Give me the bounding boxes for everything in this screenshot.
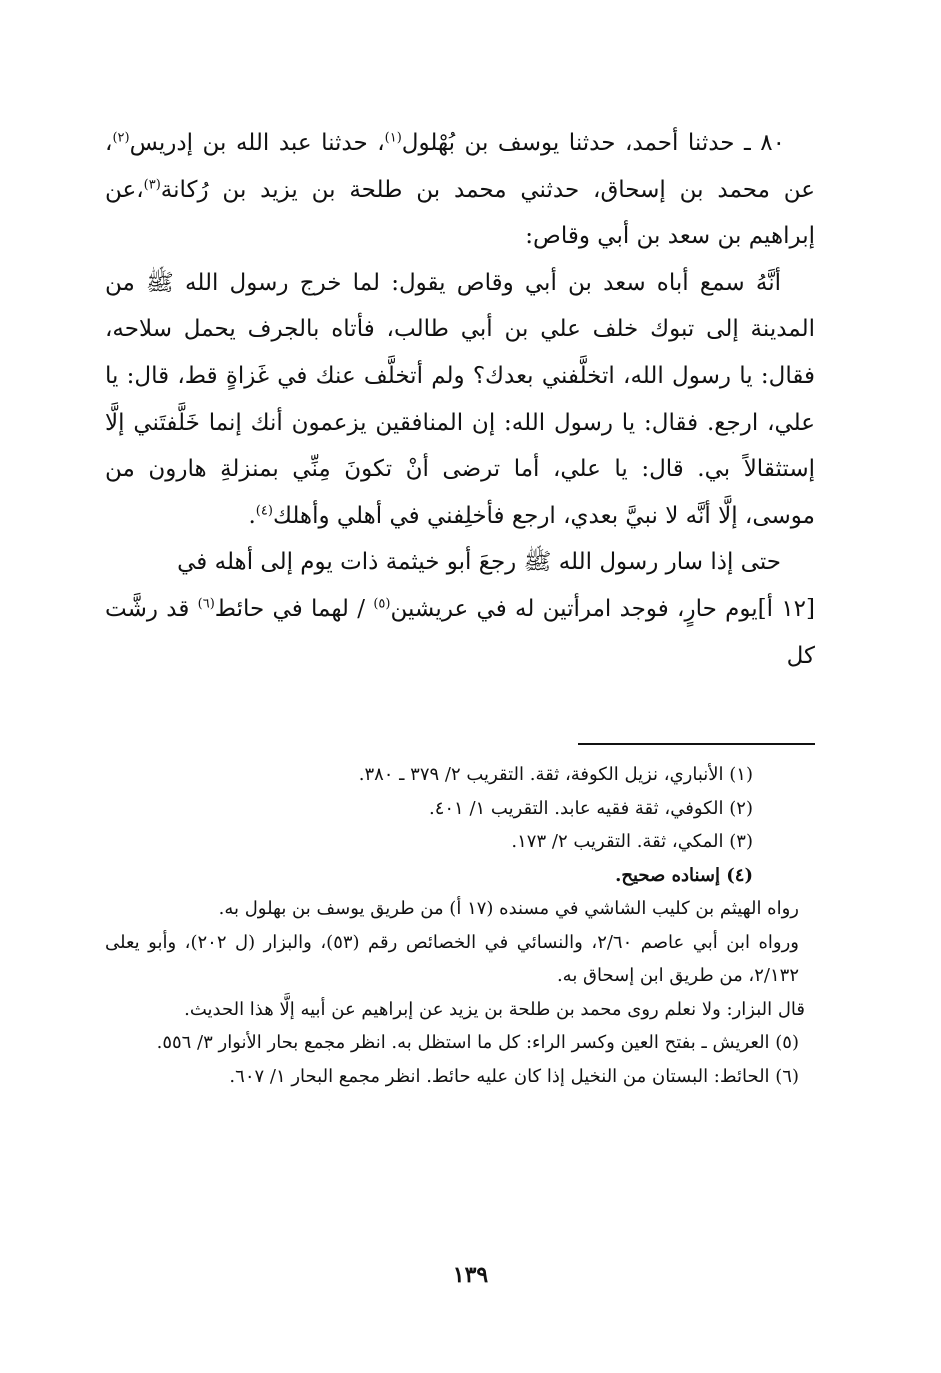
isnad-opening: ٨٠ ـ حدثنا أحمد، حدثنا يوسف بن بُهْلول xyxy=(401,130,785,156)
manuscript-folio-marker: [١٢ أ] xyxy=(757,595,816,622)
footnote-4-riwaya-2: ورواه ابن أبي عاصم ٢/٦٠، والنسائي في الخصائص رقم (٥٣)، والبزار (ل ٢٠٢)، وأبو يعلى ٢/١٣٢، من طريق ابن إسحاق به. xyxy=(105,931,799,986)
footnote-4-riwaya-1: رواه الهيثم بن كليب الشاشي في مسنده (١٧ أ) من طريق يوسف بن بهلول به. xyxy=(218,898,799,919)
footnote-5: (٥) العريش ـ بفتح العين وكسر الراء: كل ما استظل به. انظر مجمع بحار الأنوار ٣/ ٥٥٦. xyxy=(156,1032,799,1053)
isnad-part-2: ، حدثنا عبد الله بن إدريس xyxy=(129,130,385,156)
footnote-ref-6: (٦) xyxy=(197,596,215,612)
footnote-4: (٤) إسناده صحيح. xyxy=(615,864,753,886)
footnote-ref-1: (١) xyxy=(384,130,402,146)
matn-text: أنَّهُ سمع أباه سعد بن أبي وقاص يقول: لما خرج رسول الله ﷺ من المدينة إلى تبوك خلف علي بن أبي طالب، فأتاه بالجرف يحمل سلاحه، فقال: يا رسول الله، اتخلَّفني بعدك؟ ولم أتخلَّف عنك في غَزاةٍ قط، قال: يا علي، ارجع. فقال: يا رسول الله: إن المنافقين يزعمون أنك إنما خَلَّفتَني إلَّا إستثقالاً بي. قال: يا علي، أما ترضى أنْ تكونَ مِنِّي بمنزلةِ هارون من موسى، إلَّا أنَّه لا نبيَّ بعدي، ارجع فأخلِفني في أهلي وأهلك xyxy=(105,269,815,529)
isnad-part-3: ، عن محمد بن إسحاق، حدثني محمد بن طلحة بن يزيد بن رُكانة xyxy=(105,130,815,203)
footnote-separator xyxy=(578,743,815,745)
isnad-part-4: ،عن إبراهيم بن سعد بن أبي وقاص: xyxy=(105,176,815,250)
continuation-end: قد رشَّت كل xyxy=(105,595,815,669)
footnote-3: (٣) المكي، ثقة. التقريب ٢/ ١٧٣. xyxy=(511,831,753,852)
hadith-matn xyxy=(105,260,815,540)
continuation-slash: / لهما في حائط xyxy=(214,595,365,622)
footnote-2: (٢) الكوفي، ثقة فقيه عابد. التقريب ١/ ٤٠١. xyxy=(428,797,753,819)
footnote-6: (٦) الحائط: البستان من النخيل إذا كان عليه حائط. انظر مجمع البحار ١/ ٦٠٧. xyxy=(229,1065,799,1087)
footnote-4-bazzar-note: قال البزار: ولا نعلم روى محمد بن طلحة بن يزيد عن إبراهيم عن أبيه إلَّا هذا الحديث. xyxy=(184,998,805,1020)
footnote-ref-5: (٥) xyxy=(373,596,391,612)
hadith-continuation-line-2 xyxy=(105,586,815,679)
footnote-ref-3: (٣) xyxy=(143,176,161,192)
page-number: ١٣٩ xyxy=(452,1262,489,1288)
continuation-mid: يوم حارٍ، فوجد امرأتين له في عريشين xyxy=(390,595,758,622)
footnote-ref-2: (٢) xyxy=(112,130,130,146)
hadith-continuation-line-1 xyxy=(105,539,815,586)
hadith-isnad xyxy=(105,120,815,260)
hadith-text xyxy=(105,120,815,679)
footnote-ref-4: (٤) xyxy=(255,503,273,519)
matn-end: . xyxy=(248,502,256,529)
continuation-start: حتى إذا سار رسول الله ﷺ رجعَ أبو خيثمة ذات يوم إلى أهله في xyxy=(177,549,781,576)
footnote-1: (١) الأنباري، نزيل الكوفة، ثقة. التقريب ٢/ ٣٧٩ ـ ٣٨٠. xyxy=(358,764,753,785)
footnotes xyxy=(105,758,815,1093)
